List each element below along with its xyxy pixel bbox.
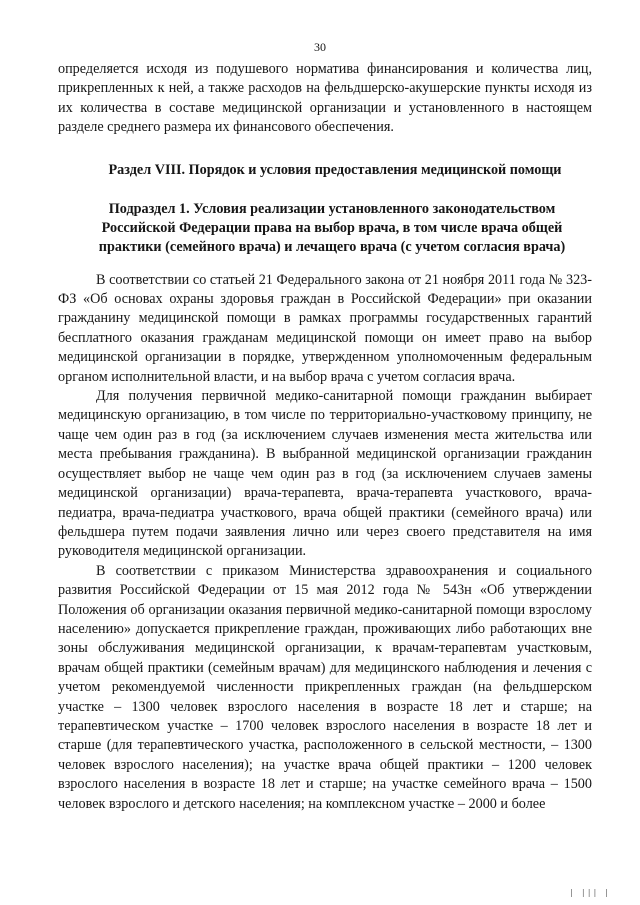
paragraph-right-to-choose: В соответствии со статьей 21 Федерального закона от 21 ноября 2011 года № 323-ФЗ «Об основах охраны здоровья граждан в Российской Федерации» при оказании гражданину медицинской помощи в рамках программы государственных гарантий бесплатного оказания гражданам медицинской помощи он имеет право на выбор медицинской организации в порядке, утвержденном уполномоченным федеральным органом исполнительной власти, и на выбор врача с учетом согласия врача. — [58, 271, 592, 385]
footer-barcode-mark: | ||| | — [569, 888, 610, 897]
subsection-title: Подраздел 1. Условия реализации установленного законодательством Российской Федерации права на выбор врача, в том числе врача общей практики (семейного врача) и лечащего врача (с учетом согласия врача) — [98, 200, 566, 255]
document-body — [58, 60, 592, 814]
section-title: Раздел VIII. Порядок и условия предоставления медицинской помощи — [108, 161, 562, 178]
page-number: 30 — [314, 40, 326, 54]
paragraph-attachment-order: В соответствии с приказом Министерства здравоохранения и социального развития Российской Федерации от 15 мая 2012 года № 543н «Об утверждении Положения об организации оказания первичной медико-санитарной помощи взрослому населению» допускается прикрепление граждан, проживающих либо работающих вне зоны обслуживания медицинской организации, к врачам-терапевтам участковым, врачам общей практики (семейным врачам) для медицинского наблюдения и лечения с учетом рекомендуемой численности прикрепленных граждан (на фельдшерском участке – 1300 человек взрослого населения в возрасте 18 лет и старше; на терапевтическом участке – 1700 человек взрослого населения в возрасте 18 лет и старше (для терапевтического участка, расположенного в сельской местности, – 1300 человек взрослого населения); на участке врача общей практики – 1200 человек взрослого населения в возрасте 18 лет и старше; на участке семейного врача – 1500 человек взрослого и детского населения; на комплексном участке – 2000 и более — [58, 562, 592, 812]
paragraph-primary-care-choice: Для получения первичной медико-санитарной помощи гражданин выбирает медицинскую организацию, в том числе по территориально-участковому принципу, не чаще чем один раз в год (за исключением случаев изменения места жительства или места пребывания гражданина). В выбранной медицинской организации гражданин осуществляет выбор не чаще чем один раз в год (за исключением случаев замены медицинской организации) врача-терапевта, врача-терапевта участкового, врача-педиатра, врача-педиатра участкового, врача общей практики (семейного врача) или фельдшера путем подачи заявления лично или через своего представителя на имя руководителя медицинской организации. — [58, 388, 592, 560]
intro-paragraph: определяется исходя из подушевого норматива финансирования и количества лиц, прикрепленных к ней, а также расходов на фельдшерско-акушерские пункты исходя из их количества в составе медицинской организации и установленного в настоящем разделе среднего размера их финансового обеспечения. — [58, 61, 592, 136]
